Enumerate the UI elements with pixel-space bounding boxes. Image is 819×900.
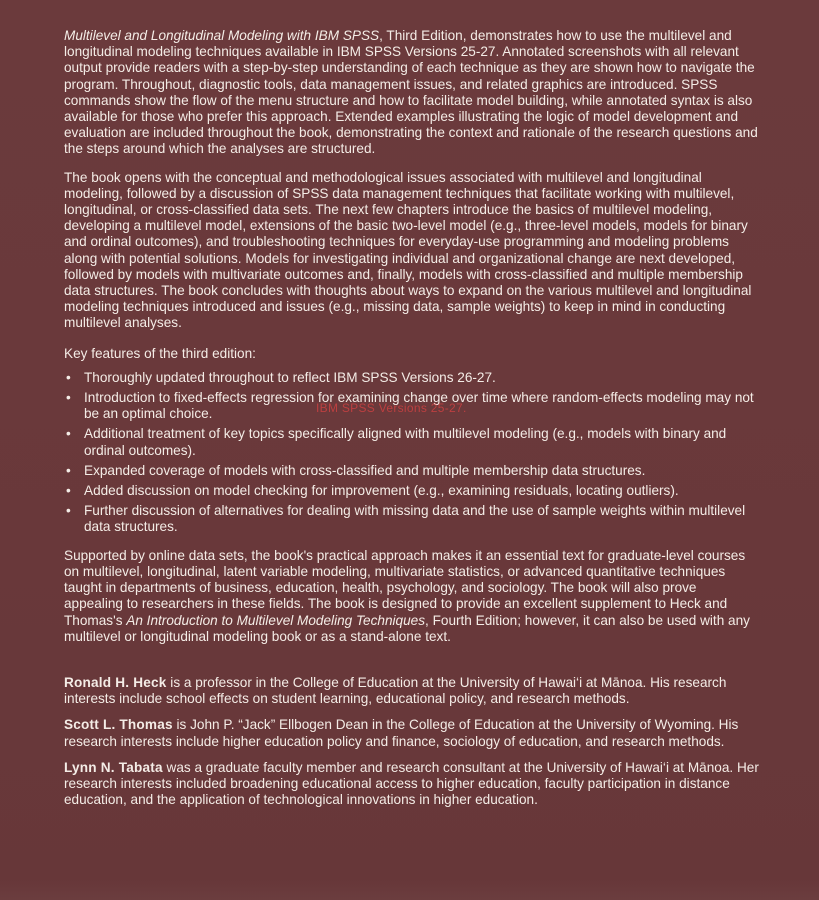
author-bio [64,717,759,749]
bullet-icon: • [66,390,71,406]
author-bio [64,675,759,707]
feature-text: Thoroughly updated throughout to reflect IBM SPSS Versions 26-27. [84,369,496,385]
feature-text: Further discussion of alternatives for dealing with missing data and the use of sample weights within multilevel data structures. [84,503,746,535]
ghost-overlay-text: IBM SPSS Versions 25-27. [316,401,467,415]
author-name: Lynn N. Tabata [64,759,163,775]
bullet-icon: • [66,426,71,442]
intro-text: , Third Edition, demonstrates how to use the multilevel and longitudinal modeling techniques available in IBM SPSS Versions 25-27. Annotated screenshots with all relevant output provide readers with a step-by-step understanding of each technique as they are shown how to navigate the program. Throughout, diagnostic tools, data management issues, and related graphics are introduced. SPSS commands show the flow of the menu structure and how to facilitate model building, while annotated syntax is also available for those who prefer this approach. Extended examples illustrating the logic of model development and evaluation are included throughout the book, demonstrating the context and rationale of the research questions and the steps around which the analyses are structured. [64,28,758,157]
support-text: Supported by online data sets, the book's practical approach makes it an essential text for graduate-level courses on multilevel, longitudinal, latent variable modeling, multivariate statistics, or advanced quantitative techniques taught in departments of business, education, health, psychology, and sociology. The book will also prove appealing to researchers in these fields. The book is designed to provide an excellent supplement to Heck and Thomas's [64,547,746,628]
key-features-list [64,370,759,536]
overview-paragraph: The book opens with the conceptual and methodological issues associated with multilevel and longitudinal modeling, followed by a discussion of SPSS data management techniques that facilitate working with multilevel, longitudinal, or cross-classified data sets. The next few chapters introduce the basics of multilevel modeling, developing a multilevel model, extensions of the basic two-level model (e.g., three-level models, models for binary and ordinal outcomes), and troubleshooting techniques for everyday-use programming and modeling problems along with potential solutions. Models for investigating individual and organizational change are next developed, followed by models with multivariate outcomes and, finally, models with cross-classified and multiple membership data structures. The book concludes with thoughts about ways to expand on the various multilevel and longitudinal modeling techniques introduced and issues (e.g., missing data, sample weights) to keep in mind in conducting multilevel analyses. [64,169,752,331]
intro-paragraph [64,28,759,158]
list-item [64,483,759,499]
book-title: Multilevel and Longitudinal Modeling with IBM SPSS [64,28,380,43]
bullet-icon: • [66,483,71,499]
list-item [64,370,759,386]
list-item [64,426,759,458]
author-bio [64,760,759,809]
list-item [64,503,759,535]
list-item [64,390,759,422]
feature-text: Expanded coverage of models with cross-classified and multiple membership data structures. [84,462,646,478]
feature-text: Added discussion on model checking for improvement (e.g., examining residuals, locating outliers). [84,483,679,499]
feature-text: Introduction to fixed-effects regression for examining change over time where random-effects modeling may not be an optimal choice. [84,390,754,422]
bullet-icon: • [66,503,71,519]
feature-text: Additional treatment of key topics specifically aligned with multilevel modeling (e.g., models with binary and ordinal outcomes). [84,426,727,458]
support-paragraph [64,548,759,645]
author-name: Ronald H. Heck [64,674,167,690]
bullet-icon: • [66,462,71,478]
support-text-end: , Fourth Edition; however, it can also be used with any multilevel or longitudinal modeling book or as a stand-alone text. [64,612,750,644]
list-item [64,463,759,479]
companion-book-title: An Introduction to Multilevel Modeling Techniques [126,612,426,628]
author-bio-text: was a graduate faculty member and research consultant at the University of Hawai‘i at Mānoa. Her research interests included broadening educational access to higher education, faculty participation in distance education, and the application of technological innovations in higher education. [64,759,759,808]
author-name: Scott L. Thomas [64,717,173,733]
author-bio-text: is John P. “Jack” Ellbogen Dean in the College of Education at the University of Wyoming. His research interests include higher education policy and finance, sociology of education, and research methods. [64,717,739,749]
key-features-heading: Key features of the third edition: [64,345,256,361]
bottom-edge [0,880,819,900]
bullet-icon: • [66,369,71,385]
author-bio-text: is a professor in the College of Education at the University of Hawai‘i at Mānoa. His research interests include school effects on student learning, educational policy, and research methods. [64,674,727,707]
